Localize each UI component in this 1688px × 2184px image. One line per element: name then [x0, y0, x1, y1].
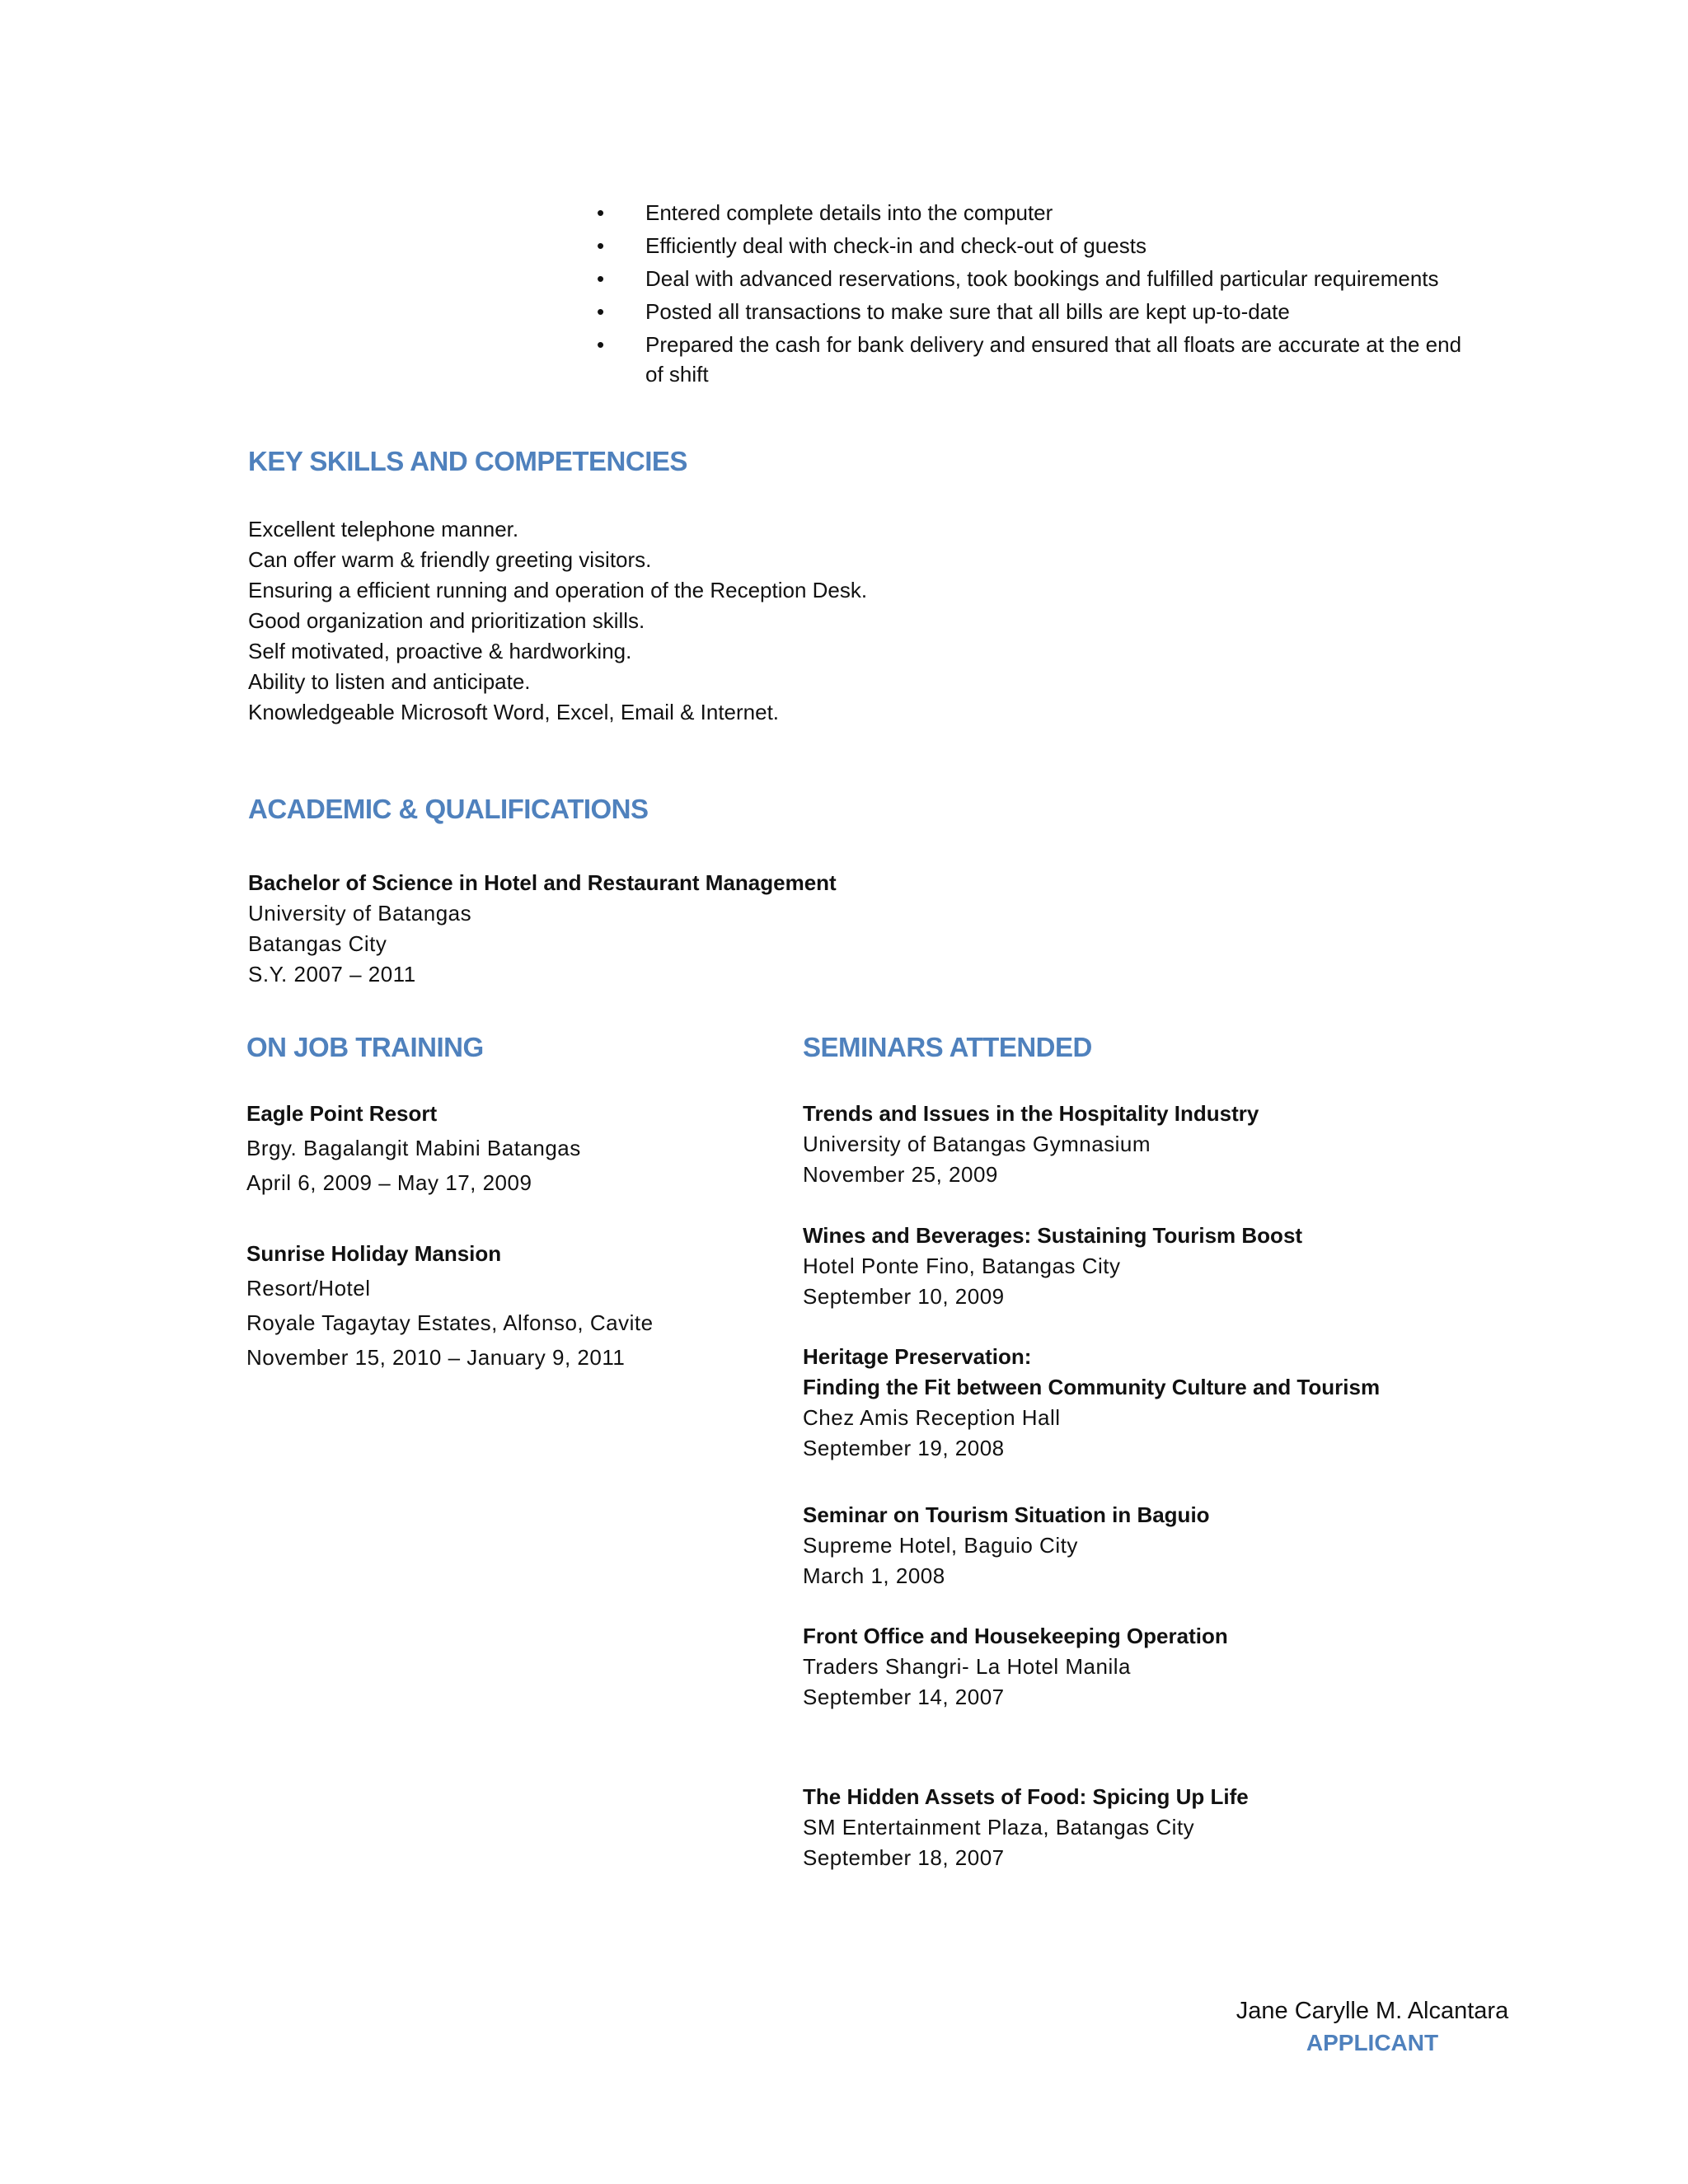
seminar-entry	[803, 1099, 1627, 1190]
skill-item: Ability to listen and anticipate.	[248, 669, 531, 694]
duty-item: • Prepared the cash for bank delivery and ensured that all floats are accurate at the end of shift	[592, 330, 1482, 389]
seminar-venue: Chez Amis Reception Hall	[803, 1405, 1061, 1430]
bullet-icon: •	[597, 200, 605, 225]
seminar-title: Trends and Issues in the Hospitality Industry	[803, 1101, 1259, 1126]
skill-item: Excellent telephone manner.	[248, 517, 519, 541]
applicant-name: Jane Carylle M. Alcantara	[1236, 1998, 1509, 2024]
seminar-title: Wines and Beverages: Sustaining Tourism Boost	[803, 1223, 1303, 1248]
seminar-venue: SM Entertainment Plaza, Batangas City	[803, 1815, 1195, 1840]
seminar-date: November 25, 2009	[803, 1162, 998, 1187]
skill-item: Can offer warm & friendly greeting visitors.	[248, 547, 652, 572]
skills-heading: KEY SKILLS AND COMPETENCIES	[248, 446, 687, 476]
seminar-entry	[803, 1500, 1627, 1591]
seminar-title: Front Office and Housekeeping Operation	[803, 1624, 1228, 1648]
ojt-heading: ON JOB TRAINING	[246, 1032, 484, 1062]
skill-item: Self motivated, proactive & hardworking.	[248, 639, 632, 663]
bullet-icon: •	[597, 332, 605, 357]
ojt-line: November 15, 2010 – January 9, 2011	[246, 1345, 626, 1370]
school-city: Batangas City	[248, 931, 387, 956]
skill-item: Ensuring a efficient running and operation of the Reception Desk.	[248, 578, 868, 602]
seminar-date: September 19, 2008	[803, 1436, 1005, 1460]
seminar-date: September 10, 2009	[803, 1284, 1005, 1309]
ojt-line: April 6, 2009 – May 17, 2009	[246, 1170, 532, 1195]
applicant-role: APPLICANT	[1306, 2030, 1439, 2055]
duty-item: • Entered complete details into the computer	[592, 198, 1482, 227]
seminar-venue: Hotel Ponte Fino, Batangas City	[803, 1254, 1121, 1278]
ojt-line: Royale Tagaytay Estates, Alfonso, Cavite	[246, 1310, 654, 1335]
ojt-line: Brgy. Bagalangit Mabini Batangas	[246, 1136, 581, 1160]
seminar-venue: Traders Shangri- La Hotel Manila	[803, 1654, 1131, 1679]
seminar-venue: University of Batangas Gymnasium	[803, 1132, 1151, 1156]
seminars-heading: SEMINARS ATTENDED	[803, 1032, 1092, 1062]
bullet-icon: •	[597, 233, 605, 258]
duty-item: • Posted all transactions to make sure that all bills are kept up-to-date	[592, 297, 1482, 326]
ojt-name: Sunrise Holiday Mansion	[246, 1241, 502, 1266]
seminar-title: Heritage Preservation:	[803, 1344, 1032, 1369]
seminar-subtitle: Finding the Fit between Community Culture and Tourism	[803, 1375, 1381, 1399]
seminar-entry	[803, 1342, 1627, 1464]
seminar-entry	[803, 1621, 1627, 1713]
seminar-venue: Supreme Hotel, Baguio City	[803, 1533, 1078, 1558]
academic-block	[248, 868, 1072, 990]
ojt-name: Eagle Point Resort	[246, 1101, 438, 1126]
academic-heading: ACADEMIC & QUALIFICATIONS	[248, 794, 649, 824]
school-year: S.Y. 2007 – 2011	[248, 962, 416, 987]
school-name: University of Batangas	[248, 901, 472, 926]
bullet-icon: •	[597, 266, 605, 291]
bullet-icon: •	[597, 299, 605, 324]
seminar-date: September 14, 2007	[803, 1685, 1005, 1709]
ojt-entry	[246, 1096, 757, 1200]
skill-item: Knowledgeable Microsoft Word, Excel, Email & Internet.	[248, 700, 780, 724]
duty-item: • Deal with advanced reservations, took bookings and fulfilled particular requirements	[592, 264, 1482, 293]
seminar-entry	[803, 1782, 1627, 1873]
seminar-title: The Hidden Assets of Food: Spicing Up Life	[803, 1784, 1249, 1809]
ojt-line: Resort/Hotel	[246, 1276, 371, 1301]
seminar-title: Seminar on Tourism Situation in Baguio	[803, 1502, 1210, 1527]
skills-list	[248, 514, 1072, 728]
skill-item: Good organization and prioritization skills.	[248, 608, 645, 633]
seminar-date: March 1, 2008	[803, 1563, 945, 1588]
degree-title: Bachelor of Science in Hotel and Restaurant Management	[248, 870, 837, 895]
duty-item: • Efficiently deal with check-in and check-out of guests	[592, 231, 1482, 260]
seminar-entry	[803, 1221, 1627, 1312]
ojt-entry	[246, 1236, 757, 1375]
duties-list	[592, 198, 1482, 392]
seminar-date: September 18, 2007	[803, 1845, 1005, 1870]
